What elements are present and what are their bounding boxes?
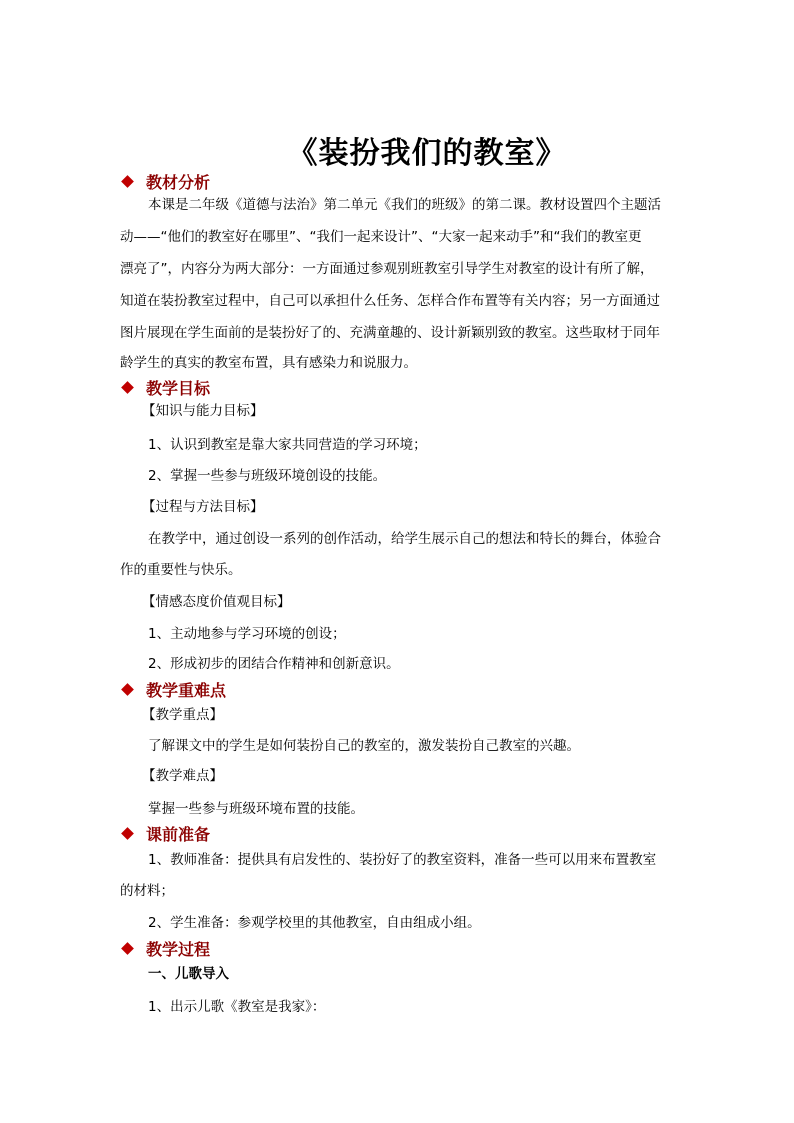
subsection-label: 【过程与方法目标】 — [142, 499, 264, 515]
subsection-label: 【教学难点】 — [142, 768, 223, 784]
heading-text: 教学目标 — [146, 378, 211, 398]
list-item: 2、形成初步的团结合作精神和创新意识。 — [148, 656, 400, 672]
section-heading-analysis — [120, 170, 210, 192]
heading-text: 教学重难点 — [146, 680, 227, 700]
diamond-bullet-icon — [121, 381, 134, 394]
section-heading-preparation — [120, 822, 210, 844]
list-item: 1、教师准备：提供具有启发性的、装扮好了的教室资料，准备一些可以用来布置教室 — [148, 852, 657, 868]
section-heading-process — [120, 937, 210, 959]
paragraph-line: 在教学中，通过创设一系列的创作活动，给学生展示自己的想法和特长的舞台，体验合 — [148, 531, 661, 547]
paragraph-line: 作的重要性与快乐。 — [120, 562, 242, 578]
diamond-bullet-icon — [121, 175, 134, 188]
heading-text: 教材分析 — [146, 172, 211, 192]
list-item: 2、掌握一些参与班级环境创设的技能。 — [148, 468, 387, 484]
list-item: 2、学生准备：参观学校里的其他教室，自由组成小组。 — [148, 915, 481, 931]
section-heading-goals — [120, 376, 210, 398]
list-item: 1、认识到教室是靠大家共同营造的学习环境； — [148, 437, 427, 453]
subsection-label: 【教学重点】 — [142, 707, 223, 723]
paragraph-line: 知道在装扮教室过程中，自己可以承担什么任务、怎样合作布置等有关内容；另一方面通过 — [120, 293, 660, 309]
heading-text: 课前准备 — [146, 824, 211, 844]
list-item: 1、主动地参与学习环境的创设； — [148, 626, 346, 642]
paragraph-line: 本课是二年级《道德与法治》第二单元《我们的班级》的第二课。教材设置四个主题活 — [148, 197, 661, 213]
subsection-label: 【情感态度价值观目标】 — [142, 594, 291, 610]
list-item: 1、出示儿歌《教室是我家》： — [148, 999, 326, 1015]
paragraph-line: 漂亮了”，内容分为两大部分：一方面通过参观别班教室引导学生对教室的设计有所了解， — [120, 261, 654, 277]
diamond-bullet-icon — [121, 683, 134, 696]
paragraph-line: 掌握一些参与班级环境布置的技能。 — [148, 801, 364, 817]
document-title: 《装扮我们的教室》 — [287, 136, 567, 171]
diamond-bullet-icon — [121, 942, 134, 955]
diamond-bullet-icon — [121, 827, 134, 840]
subsection-label: 【知识与能力目标】 — [142, 403, 264, 419]
heading-text: 教学过程 — [146, 939, 211, 959]
step-heading: 一、儿歌导入 — [148, 966, 229, 982]
paragraph-line: 图片展现在学生面前的是装扮好了的、充满童趣的、设计新颖别致的教室。这些取材于同年 — [120, 325, 660, 341]
paragraph-line: 了解课文中的学生是如何装扮自己的教室的，激发装扮自己教室的兴趣。 — [148, 738, 580, 754]
paragraph-line: 的材料； — [120, 883, 174, 899]
section-heading-keypoints — [120, 678, 226, 700]
paragraph-line: 动——“他们的教室好在哪里”、“我们一起来设计”、“大家一起来动手”和“我们的教室更 — [120, 229, 642, 245]
paragraph-line: 龄学生的真实的教室布置，具有感染力和说服力。 — [120, 355, 417, 371]
